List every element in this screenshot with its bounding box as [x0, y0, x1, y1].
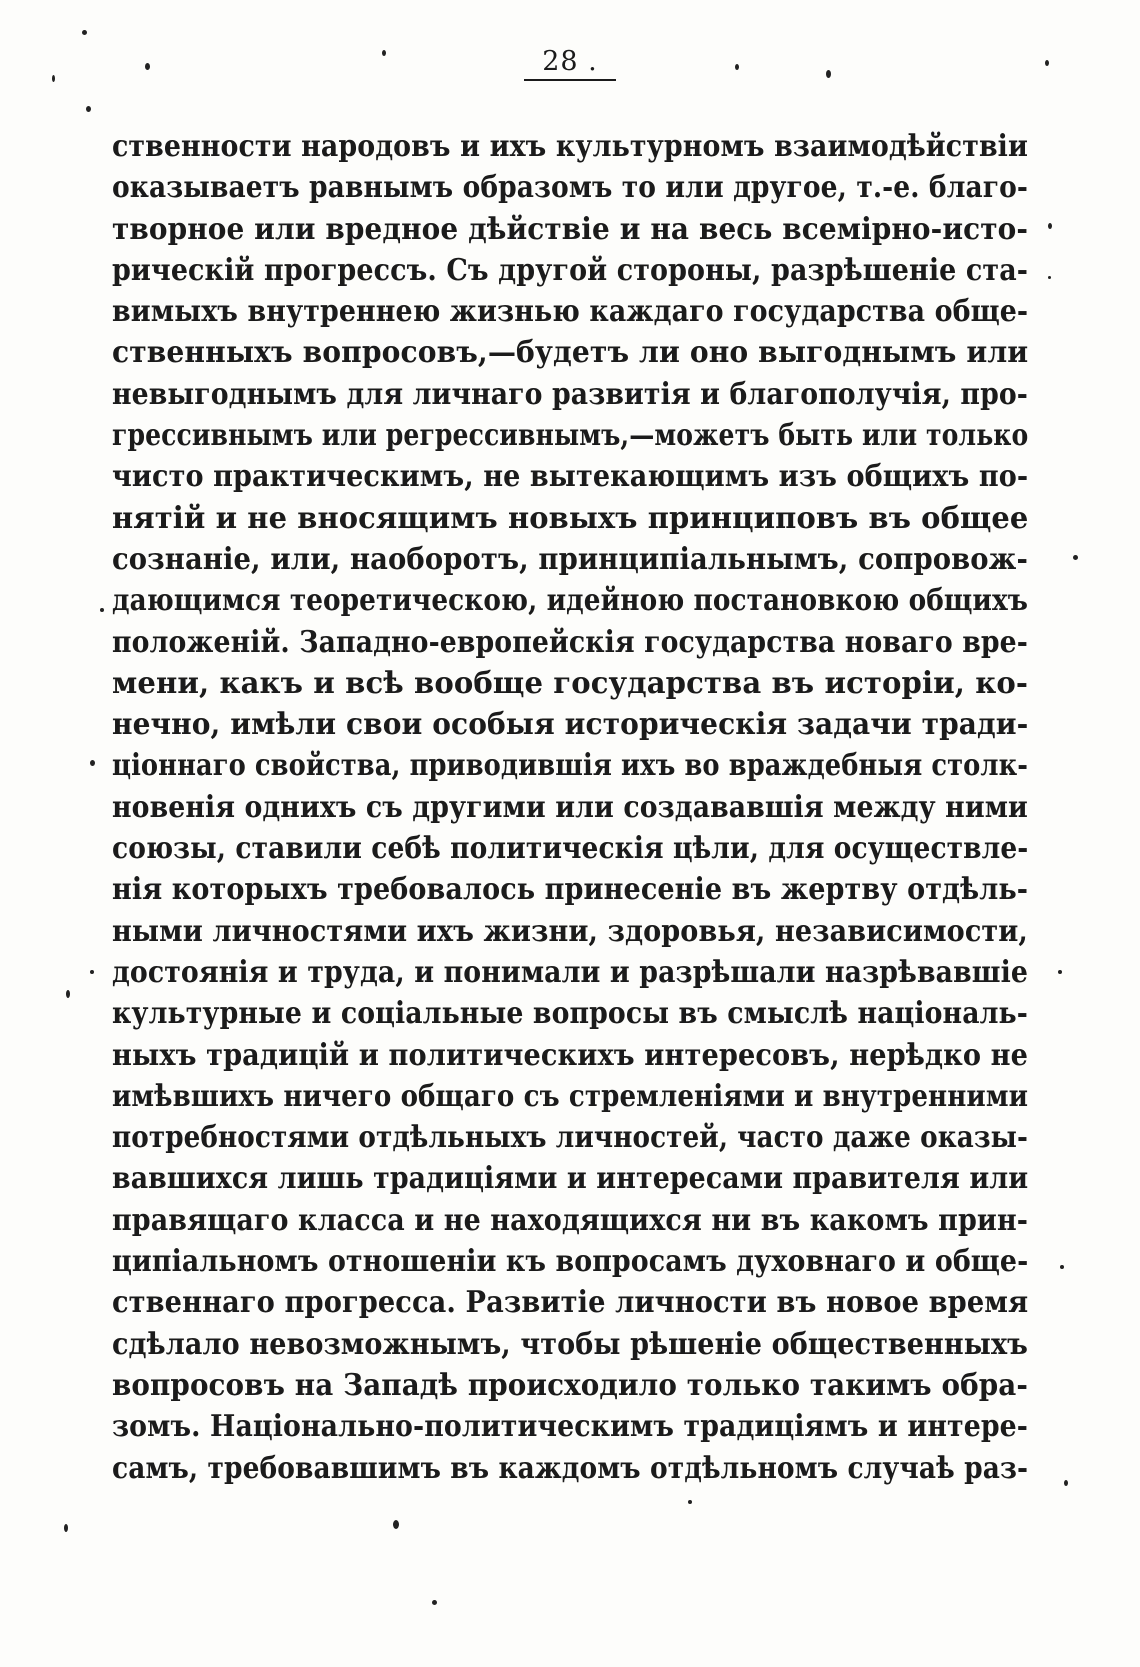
text-line: нечно, имѣли свои особыя историческія задачи тради-: [112, 706, 1029, 742]
scan-speck: [1045, 60, 1049, 66]
text-line: сдѣлало невозможнымъ, чтобы рѣшеніе общественныхъ: [112, 1325, 1028, 1361]
scan-speck: [100, 608, 104, 612]
text-line: союзы, ставили себѣ политическія цѣли, для осуществле-: [112, 830, 1029, 866]
scan-speck: [145, 63, 150, 70]
scan-speck: [826, 70, 831, 78]
scan-speck: [1060, 1265, 1064, 1269]
text-line: ственности народовъ и ихъ культурномъ взаимодѣйствіи: [112, 128, 1028, 163]
scan-speck: [1048, 223, 1052, 229]
text-line: положеній. Западно-европейскія государства новаго вре-: [112, 623, 1028, 659]
scan-speck: [432, 1600, 437, 1605]
scan-speck: [688, 1500, 692, 1504]
text-line: новенія однихъ съ другими или создававшія между ними: [112, 788, 1028, 824]
text-line: невыгоднымъ для личнаго развитія и благополучія, про-: [112, 375, 1028, 411]
text-line: ціоннаго свойства, приводившія ихъ во враждебныя столк-: [112, 747, 1029, 783]
text-line: рическій прогрессъ. Съ другой стороны, разрѣшеніе ста-: [112, 251, 1029, 287]
text-line: культурные и соціальные вопросы въ смыслѣ національ-: [112, 995, 1028, 1031]
text-line: правящаго класса и не находящихся ни въ какомъ прин-: [112, 1201, 1029, 1237]
text-line: чисто практическимъ, не вытекающимъ изъ общихъ по-: [112, 458, 1029, 494]
text-line: творное или вредное дѣйствіе и на весь всемірно-истo-: [112, 210, 1029, 246]
scan-speck: [90, 760, 95, 766]
scan-speck: [1073, 555, 1078, 560]
text-line: грессивнымъ или регрессивнымъ,—можетъ быть или только: [112, 417, 1029, 453]
scan-speck: [66, 990, 70, 998]
text-line: оказываетъ равнымъ образомъ то или другое, т.-е. благо-: [112, 169, 1028, 205]
text-line: мени, какъ и всѣ вообще государства въ исторіи, ко-: [112, 664, 1029, 700]
text-line: потребностями отдѣльныхъ личностей, часто даже оказы-: [112, 1119, 1029, 1155]
text-line: ными личностями ихъ жизни, здоровья, независимости,: [112, 912, 1028, 948]
scan-speck: [735, 64, 739, 70]
text-line: нятій и не вносящимъ новыхъ принциповъ въ общее: [112, 499, 1029, 535]
text-line: зомъ. Національно-политическимъ традиціямъ и интере-: [112, 1408, 1028, 1444]
text-line: ципіальномъ отношеніи къ вопросамъ духовнаго и обще-: [112, 1243, 1029, 1279]
text-line: имѣвшихъ ничего общаго съ стремленіями и внутренними: [112, 1077, 1029, 1113]
scan-speck: [1058, 970, 1062, 974]
scan-speck: [382, 50, 386, 56]
scan-speck: [86, 106, 91, 112]
scan-speck: [82, 30, 87, 35]
text-line: достоянія и труда, и понимали и разрѣшали назрѣвавшіе: [112, 953, 1028, 989]
scan-speck: [52, 75, 55, 82]
text-line: ственныхъ вопросовъ,—будетъ ли оно выгоднымъ или: [112, 334, 1029, 370]
scan-speck: [90, 970, 94, 974]
page-number: 28 .: [524, 46, 616, 81]
text-line: ственнаго прогресса. Развитіе личности въ новое время: [112, 1284, 1029, 1320]
text-line: ныхъ традицій и политическихъ интересовъ, нерѣдко не: [112, 1036, 1029, 1072]
text-line: нія которыхъ требовалось принесеніе въ жертву отдѣль-: [112, 871, 1029, 907]
text-line: вавшихся лишь традиціями и интересами правителя или: [112, 1160, 1029, 1196]
scan-speck: [1064, 1480, 1068, 1486]
text-line: дающимся теоретическою, идейною постановкою общихъ: [112, 582, 1029, 618]
scan-speck: [1048, 276, 1051, 279]
page-header: [490, 46, 650, 81]
scan-speck: [393, 1520, 399, 1529]
text-line: сознаніе, или, наоборотъ, принципіальнымъ, сопровож-: [112, 540, 1028, 576]
body-text: [112, 125, 1028, 1488]
text-line: вопросовъ на Западѣ происходило только такимъ обра-: [112, 1366, 1028, 1402]
scan-speck: [64, 1524, 68, 1532]
text-line: вимыхъ внутреннею жизнью каждаго государства обще-: [112, 293, 1029, 329]
text-line: самъ, требовавшимъ въ каждомъ отдѣльномъ случаѣ раз-: [112, 1449, 1029, 1485]
